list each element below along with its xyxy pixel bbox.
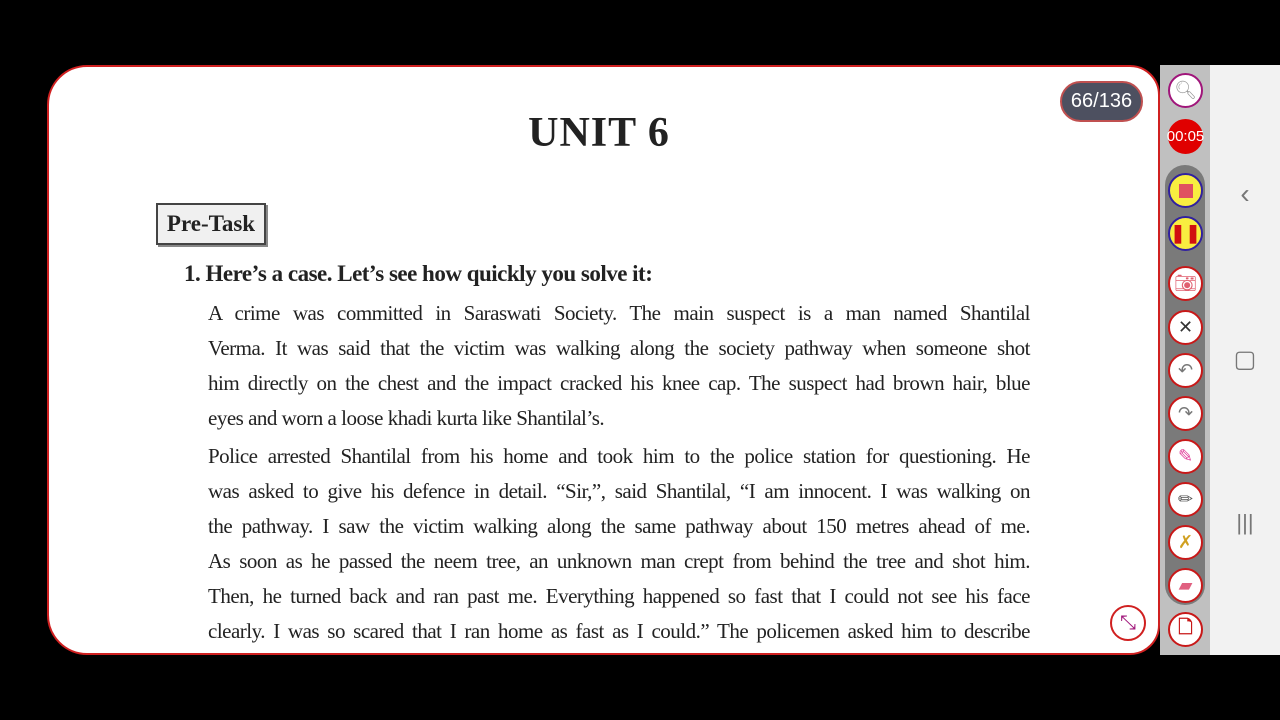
home-button[interactable] <box>1228 345 1262 374</box>
text-line: Verma. It was said that the victim was walking along the society pathway when someone shot <box>208 336 1030 360</box>
text-line: him directly on the chest and the impact cracked his knee cap. The suspect had brown hair, blue <box>208 371 1030 395</box>
pencil-icon: ✏︎ <box>1177 489 1194 509</box>
document-page <box>47 65 1160 655</box>
page-indicator: 66/136 <box>1060 81 1143 122</box>
add-page-button[interactable] <box>1168 612 1203 647</box>
collapse-fullscreen-button[interactable] <box>1110 605 1146 641</box>
back-icon: ‹ <box>1240 178 1250 209</box>
disable-pen-button[interactable] <box>1168 525 1203 560</box>
paragraph-2 <box>208 439 1030 649</box>
add-file-icon: 🗋 <box>1178 616 1193 637</box>
text-line: clearly. I was so scared that I ran home as fast as I could.” The policemen asked him to describe <box>208 619 1030 643</box>
paragraph-1 <box>208 296 1030 436</box>
stop-record-button[interactable] <box>1168 173 1203 208</box>
eraser-button[interactable] <box>1168 568 1203 603</box>
highlighter-button[interactable] <box>1168 439 1203 474</box>
recents-button[interactable] <box>1228 510 1262 536</box>
recents-icon: ||| <box>1236 510 1254 535</box>
magnifier-icon: 🔍︎ <box>1174 80 1197 100</box>
text-line: the pathway. I saw the victim walking along the same pathway about 150 metres ahead of me. <box>208 514 1030 538</box>
redo-icon: ↷ <box>1177 403 1194 423</box>
back-button[interactable] <box>1228 178 1262 210</box>
question-heading: 1. Here’s a case. Let’s see how quickly you solve it: <box>184 261 653 286</box>
pencil-off-icon: ✗ <box>1177 532 1194 552</box>
text-line: A crime was committed in Saraswati Society. The main suspect is a man named Shantilal <box>208 301 1030 325</box>
screenshot-button[interactable] <box>1168 266 1203 301</box>
unit-title: UNIT 6 <box>528 110 670 156</box>
close-icon: ✕ <box>1177 317 1194 337</box>
collapse-icon: ⤡ <box>1120 612 1136 634</box>
text-line: eyes and worn a loose khadi kurta like Shantilal’s. <box>208 406 605 430</box>
stop-icon <box>1179 184 1193 198</box>
magnifier-button[interactable] <box>1168 73 1203 108</box>
recording-timer: 00:05 <box>1168 119 1203 154</box>
pen-button[interactable] <box>1168 482 1203 517</box>
text-line: Police arrested Shantilal from his home and took him to the police station for questioning. He <box>208 444 1030 468</box>
text-line: Then, he turned back and ran past me. Everything happened so fast that I could not see his face <box>208 584 1030 608</box>
eraser-icon: ▰ <box>1178 575 1193 595</box>
undo-button[interactable] <box>1168 353 1203 388</box>
home-icon: ▢ <box>1233 346 1257 373</box>
document-body <box>208 296 1030 652</box>
pre-task-label: Pre-Task <box>156 203 266 245</box>
text-line: was asked to give his defence in detail. “Sir,”, said Shantilal, “I am innocent. I was walking on <box>208 479 1030 503</box>
undo-icon: ↶ <box>1177 360 1194 380</box>
pause-record-button[interactable] <box>1168 216 1203 251</box>
close-button[interactable] <box>1168 310 1203 345</box>
highlighter-icon: ✎ <box>1177 446 1194 466</box>
redo-button[interactable] <box>1168 396 1203 431</box>
camera-icon: 📷︎ <box>1174 273 1197 293</box>
text-line: As soon as he passed the neem tree, an unknown man crept from behind the tree and shot him. <box>208 549 1030 573</box>
pause-icon: ❚❚ <box>1170 223 1201 243</box>
